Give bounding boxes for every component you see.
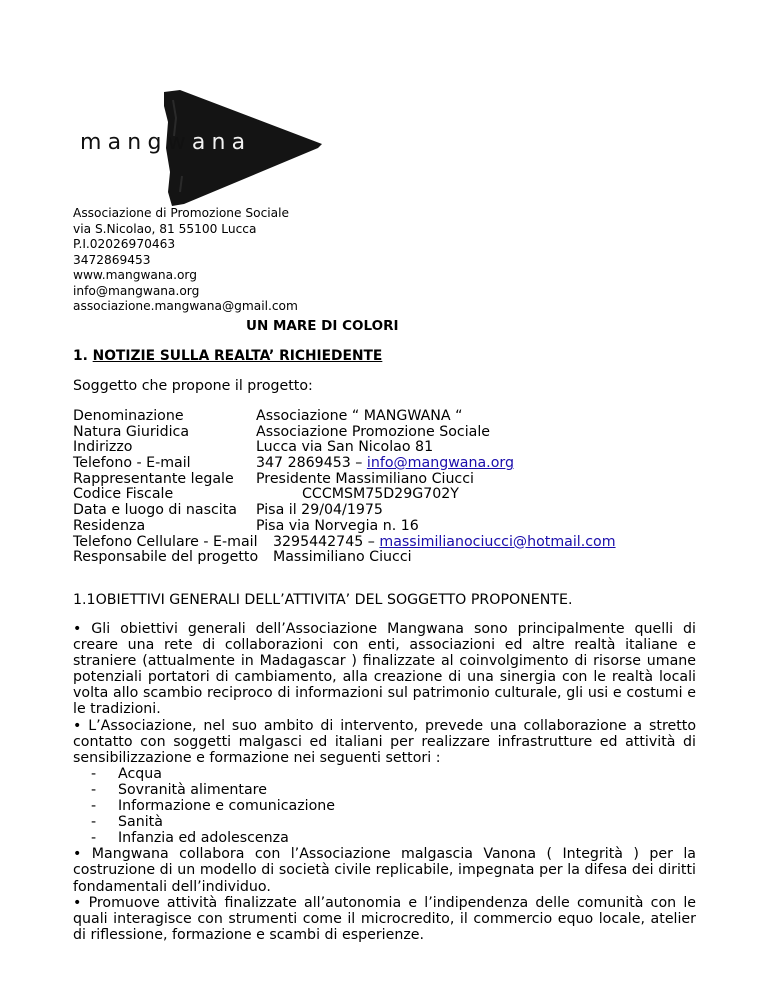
association-phone: 3472869453 — [73, 252, 151, 267]
field-label: Codice Fiscale — [73, 486, 174, 503]
paragraph: • Gli obiettivi generali dell’Associazione Mangwana sono principalmente quelli di creare una rete di collaborazioni con enti, associazioni ed altre realtà italiane e straniere (attualmente in Madagascar ) finalizzate al coinvolgimento di risorse umane potenziali portatori di cambiamento, alla creazione di una sinergia con le realtà locali volta allo scambio reciproco di informazioni sul patrimonio culturale, gli usi e costumi e le tradizioni. — [73, 621, 696, 718]
field-label: Telefono Cellulare - E-mail — [73, 533, 258, 550]
section-1-number: 1. — [73, 348, 88, 364]
list-item: - Infanzia ed adolescenza — [91, 830, 289, 847]
paragraph: • L’Associazione, nel suo ambito di intervento, prevede una collaborazione a stretto contatto con soggetti malgasci ed italiani per realizzare infrastrutture ed attività di sensibilizzazione e formazione nei seguenti settori : — [73, 717, 696, 766]
intro-text: Soggetto che propone il progetto: — [73, 378, 313, 394]
field-label: Rappresentante legale — [73, 470, 234, 487]
association-vat: P.I.02026970463 — [73, 237, 176, 251]
list-item: - Sovranità alimentare — [91, 781, 267, 798]
objectives-body — [73, 621, 696, 943]
field-value: Associazione Promozione Sociale — [256, 423, 491, 440]
association-email: info@mangwana.org — [73, 283, 200, 298]
association-type: Associazione di Promozione Sociale — [73, 206, 290, 220]
list-item: - Informazione e comunicazione — [91, 798, 335, 815]
association-address: via S.Nicolao, 81 55100 Lucca — [73, 221, 257, 236]
field-value: Pisa via Norvegia n. 16 — [256, 517, 419, 534]
field-label: Residenza — [73, 517, 146, 534]
paragraph: • Promuove attività finalizzate all’autonomia e l’indipendenza delle comunità con le quali interagisce con strumenti come il microcredito, il commercio equo locale, atelier di riflessione, formazione e scambi di esperienze. — [73, 894, 696, 943]
section-1-1-number: 1.1 — [73, 592, 96, 608]
list-item: - Acqua — [91, 765, 162, 782]
field-value: Massimiliano Ciucci — [273, 549, 412, 566]
section-1-title: NOTIZIE SULLA REALTA’ RICHIEDENTE — [92, 348, 383, 364]
association-gmail: associazione.mangwana@gmail.com — [73, 299, 298, 313]
email-link[interactable]: info@mangwana.org — [366, 455, 514, 472]
association-website: www.mangwana.org — [73, 268, 197, 282]
section-1-heading — [73, 348, 382, 364]
section-1-1-title: OBIETTIVI GENERALI DELL’ATTIVITA’ DEL SOGGETTO PROPONENTE. — [95, 592, 573, 608]
field-label: Denominazione — [73, 408, 184, 424]
list-item: - Sanità — [91, 814, 163, 831]
field-value: 347 2869453 – — [256, 455, 367, 472]
field-label: Natura Giuridica — [73, 423, 190, 440]
sectors-list — [73, 766, 696, 846]
field-value: Pisa il 29/04/1975 — [256, 502, 383, 519]
paragraph: • Mangwana collabora con l’Associazione malgascia Vanona ( Integrità ) per la costruzione di un modello di società civile replicabile, impegnata per la difesa dei diritti fondamentali dell’individuo. — [73, 846, 696, 895]
association-info — [73, 206, 298, 315]
document-title: UN MARE DI COLORI — [246, 318, 399, 334]
field-value: Presidente Massimiliano Ciucci — [256, 470, 474, 487]
field-label: Indirizzo — [73, 439, 133, 456]
logo-wordmark: mangwana — [80, 130, 252, 155]
field-label: Telefono - E-mail — [73, 455, 191, 472]
field-value: 3295442745 – — [273, 533, 380, 550]
field-label: Data e luogo di nascita — [73, 502, 237, 519]
email-link[interactable]: massimilianociucci@hotmail.com — [379, 533, 616, 550]
field-label: Responsabile del progetto — [73, 549, 259, 566]
field-value: Associazione “ MANGWANA “ — [256, 408, 463, 424]
field-value: Lucca via San Nicolao 81 — [256, 439, 434, 456]
mangwana-logo — [72, 88, 322, 206]
field-value: CCCMSM75D29G702Y — [302, 486, 459, 503]
section-1-1-heading — [73, 592, 573, 608]
